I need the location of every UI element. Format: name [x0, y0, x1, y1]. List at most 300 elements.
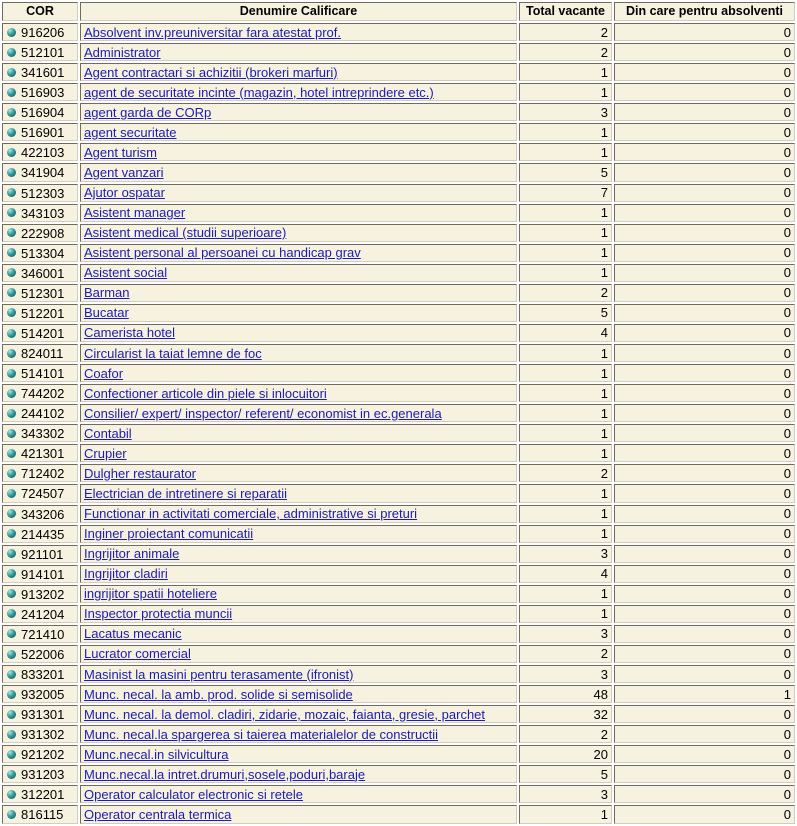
table-row [2, 63, 795, 81]
cor-code: 916206 [21, 25, 65, 41]
cor-code: 712402 [21, 466, 65, 482]
bullet-icon [7, 650, 16, 659]
qualification-cell [80, 103, 517, 121]
table-row [2, 204, 795, 222]
bullet-icon [7, 168, 16, 177]
qualification-link[interactable]: Agent vanzari [84, 164, 164, 180]
qualification-link[interactable]: Inspector protectia muncii [84, 606, 233, 622]
total-vacancies-cell: 1 [519, 585, 612, 603]
table-row [2, 344, 795, 362]
qualification-link[interactable]: Consilier/ expert/ inspector/ referent/ economist in ec.generala [84, 405, 442, 421]
qualification-link[interactable]: Circularist la taiat lemne de foc [84, 345, 262, 361]
table-row [2, 444, 795, 462]
qualification-link[interactable]: Absolvent inv.preuniversitar fara atestat prof. [84, 24, 341, 40]
cor-cell [2, 364, 78, 382]
qualification-cell [80, 665, 517, 683]
total-vacancies-cell: 5 [519, 163, 612, 181]
qualification-link[interactable]: Operator calculator electronic si retele [84, 786, 303, 802]
graduate-vacancies-cell: 0 [614, 23, 795, 41]
header-row [2, 2, 795, 21]
cor-cell [2, 765, 78, 783]
column-header-cor: COR [2, 2, 78, 21]
graduate-vacancies-cell: 0 [614, 585, 795, 603]
qualification-cell [80, 645, 517, 663]
graduate-vacancies-cell: 0 [614, 545, 795, 563]
qualification-cell [80, 404, 517, 422]
cor-cell [2, 785, 78, 803]
qualification-link[interactable]: Agent turism [84, 144, 157, 160]
bullet-icon [7, 429, 16, 438]
total-vacancies-cell: 1 [519, 83, 612, 101]
table-row [2, 765, 795, 783]
qualification-cell [80, 565, 517, 583]
cor-code: 222908 [21, 225, 65, 241]
bullet-icon [7, 810, 16, 819]
bullet-icon [7, 529, 16, 538]
bullet-icon [7, 48, 16, 57]
table-row [2, 384, 795, 402]
column-header-din-care-pentru-absolventi: Din care pentru absolventi [614, 2, 795, 21]
qualification-cell [80, 585, 517, 603]
qualification-link[interactable]: Camerista hotel [84, 325, 176, 341]
table-row [2, 264, 795, 282]
table-row [2, 304, 795, 322]
total-vacancies-cell: 1 [519, 805, 612, 823]
cor-code: 514201 [21, 326, 65, 341]
qualification-cell [80, 163, 517, 181]
table-row [2, 705, 795, 723]
total-vacancies-cell: 2 [519, 23, 612, 41]
total-vacancies-cell: 1 [519, 484, 612, 502]
bullet-icon [7, 88, 16, 97]
total-vacancies-cell: 4 [519, 324, 612, 342]
cor-cell [2, 304, 78, 322]
table-row [2, 143, 795, 161]
cor-cell [2, 204, 78, 222]
total-vacancies-cell: 1 [519, 424, 612, 442]
cor-cell [2, 63, 78, 81]
graduate-vacancies-cell: 0 [614, 123, 795, 141]
table-body [2, 23, 795, 826]
graduate-vacancies-cell: 1 [614, 685, 795, 703]
cor-code: 514101 [21, 366, 65, 382]
cor-code: 816115 [21, 807, 64, 823]
cor-cell [2, 805, 78, 823]
graduate-vacancies-cell: 0 [614, 785, 795, 803]
qualification-link[interactable]: agent de securitate incinte (magazin, hotel intreprindere etc.) [84, 84, 434, 100]
qualification-link[interactable]: Ajutor ospatar [84, 185, 165, 201]
total-vacancies-cell: 3 [519, 625, 612, 643]
qualification-cell [80, 545, 517, 563]
qualification-cell [80, 184, 517, 202]
bullet-icon [7, 469, 16, 478]
cor-code: 214435 [21, 526, 65, 542]
bullet-icon [7, 609, 16, 618]
total-vacancies-cell: 1 [519, 204, 612, 222]
total-vacancies-cell: 3 [519, 665, 612, 683]
cor-cell [2, 264, 78, 282]
graduate-vacancies-cell: 0 [614, 43, 795, 61]
bullet-icon [7, 68, 16, 77]
bullet-icon [7, 489, 16, 498]
cor-cell [2, 665, 78, 683]
graduate-vacancies-cell: 0 [614, 765, 795, 783]
qualification-cell [80, 143, 517, 161]
bullet-icon [7, 790, 16, 799]
graduate-vacancies-cell: 0 [614, 344, 795, 362]
cor-cell [2, 585, 78, 603]
qualification-cell [80, 264, 517, 282]
qualification-link[interactable]: Barman [84, 285, 130, 301]
qualification-cell [80, 464, 517, 482]
table-row [2, 505, 795, 523]
cor-code: 341904 [21, 165, 65, 181]
table-row [2, 565, 795, 583]
total-vacancies-cell: 7 [519, 184, 612, 202]
total-vacancies-cell: 1 [519, 505, 612, 523]
graduate-vacancies-cell: 0 [614, 384, 795, 402]
total-vacancies-cell: 1 [519, 344, 612, 362]
graduate-vacancies-cell: 0 [614, 745, 795, 763]
qualification-link[interactable]: Agent contractari si achizitii (brokeri marfuri) [84, 64, 338, 80]
table-row [2, 605, 795, 623]
total-vacancies-cell: 1 [519, 404, 612, 422]
table-row [2, 525, 795, 543]
cor-cell [2, 705, 78, 723]
cor-code: 932005 [21, 687, 65, 703]
qualification-cell [80, 805, 517, 823]
total-vacancies-cell: 5 [519, 765, 612, 783]
cor-code: 921101 [21, 546, 64, 562]
cor-cell [2, 244, 78, 262]
cor-code: 343206 [21, 506, 65, 522]
qualification-cell [80, 424, 517, 442]
total-vacancies-cell: 1 [519, 364, 612, 382]
table-row [2, 725, 795, 743]
total-vacancies-cell: 1 [519, 444, 612, 462]
cor-code: 921202 [21, 747, 65, 763]
cor-code: 833201 [21, 667, 65, 683]
qualification-cell [80, 123, 517, 141]
cor-cell [2, 123, 78, 141]
total-vacancies-cell: 2 [519, 284, 612, 302]
cor-code: 341601 [21, 65, 65, 81]
graduate-vacancies-cell: 0 [614, 705, 795, 723]
qualification-link[interactable]: Munc.necal.la intret.drumuri,sosele,poduri,baraje [84, 766, 366, 782]
qualification-link[interactable]: Asistent social [84, 265, 168, 281]
qualification-link[interactable]: Lacatus mecanic [84, 626, 182, 642]
bullet-icon [7, 409, 16, 418]
bullet-icon [7, 589, 16, 598]
qualification-cell [80, 785, 517, 803]
table-row [2, 123, 795, 141]
cor-cell [2, 484, 78, 502]
qualification-cell [80, 725, 517, 743]
qualification-link[interactable]: Asistent medical (studii superioare) [84, 225, 287, 241]
graduate-vacancies-cell: 0 [614, 83, 795, 101]
bullet-icon [7, 329, 16, 338]
cor-cell [2, 565, 78, 583]
cor-cell [2, 143, 78, 161]
qualification-link[interactable]: agent securitate [84, 124, 177, 140]
cor-code: 346001 [21, 265, 65, 281]
table-row [2, 163, 795, 181]
bullet-icon [7, 770, 16, 779]
bullet-icon [7, 128, 16, 137]
total-vacancies-cell: 1 [519, 384, 612, 402]
graduate-vacancies-cell: 0 [614, 324, 795, 342]
total-vacancies-cell: 1 [519, 63, 612, 81]
cor-code: 931301 [21, 707, 65, 723]
qualification-link[interactable]: Crupier [84, 445, 127, 461]
qualification-cell [80, 705, 517, 723]
cor-code: 421301 [21, 446, 65, 462]
cor-cell [2, 324, 78, 342]
graduate-vacancies-cell: 0 [614, 424, 795, 442]
cor-cell [2, 605, 78, 623]
qualification-cell [80, 284, 517, 302]
cor-code: 516904 [21, 105, 65, 121]
graduate-vacancies-cell: 0 [614, 464, 795, 482]
graduate-vacancies-cell: 0 [614, 364, 795, 382]
qualification-link[interactable]: Inginer proiectant comunicatii [84, 526, 254, 542]
cor-code: 312201 [21, 787, 65, 803]
table-row [2, 665, 795, 683]
total-vacancies-cell: 1 [519, 525, 612, 543]
graduate-vacancies-cell: 0 [614, 304, 795, 322]
qualification-cell [80, 204, 517, 222]
table-row [2, 184, 795, 202]
bullet-icon [7, 569, 16, 578]
cor-code: 824011 [21, 346, 64, 362]
bullet-icon [7, 629, 16, 638]
cor-code: 512101 [21, 45, 65, 61]
cor-cell [2, 424, 78, 442]
total-vacancies-cell: 48 [519, 685, 612, 703]
bullet-icon [7, 369, 16, 378]
table-row [2, 284, 795, 302]
cor-code: 744202 [21, 386, 65, 402]
cor-cell [2, 224, 78, 242]
table-row [2, 464, 795, 482]
total-vacancies-cell: 3 [519, 785, 612, 803]
table-row [2, 43, 795, 61]
qualification-link[interactable]: Administrator [84, 44, 161, 60]
graduate-vacancies-cell: 0 [614, 525, 795, 543]
qualification-link[interactable]: Munc.necal.in silvicultura [84, 746, 229, 762]
cor-code: 241204 [21, 606, 65, 622]
total-vacancies-cell: 1 [519, 244, 612, 262]
qualification-link[interactable]: Masinist la masini pentru terasamente (ifronist) [84, 666, 354, 682]
graduate-vacancies-cell: 0 [614, 224, 795, 242]
table-row [2, 685, 795, 703]
cor-code: 512201 [21, 305, 65, 321]
cor-cell [2, 444, 78, 462]
graduate-vacancies-cell: 0 [614, 725, 795, 743]
cor-cell [2, 404, 78, 422]
total-vacancies-cell: 3 [519, 545, 612, 563]
graduate-vacancies-cell: 0 [614, 505, 795, 523]
qualification-link[interactable]: Ingrijitor animale [84, 546, 180, 562]
table-header [2, 2, 795, 21]
qualification-cell [80, 384, 517, 402]
cor-cell [2, 163, 78, 181]
table-row [2, 23, 795, 41]
table-row [2, 745, 795, 763]
qualification-cell [80, 625, 517, 643]
table-row [2, 424, 795, 442]
qualification-link[interactable]: Confectioner articole din piele si inlocuitori [84, 385, 327, 401]
total-vacancies-cell: 2 [519, 725, 612, 743]
cor-cell [2, 545, 78, 563]
qualification-cell [80, 605, 517, 623]
cor-code: 343103 [21, 205, 65, 221]
qualification-cell [80, 444, 517, 462]
cor-cell [2, 725, 78, 743]
table-row [2, 785, 795, 803]
graduate-vacancies-cell: 0 [614, 264, 795, 282]
cor-code: 512301 [21, 285, 65, 301]
table-row [2, 585, 795, 603]
qualification-link[interactable]: Munc. necal. la amb. prod. solide si semisolide [84, 686, 353, 702]
graduate-vacancies-cell: 0 [614, 63, 795, 81]
qualification-cell [80, 224, 517, 242]
qualification-link[interactable]: Asistent manager [84, 205, 186, 221]
qualification-cell [80, 745, 517, 763]
bullet-icon [7, 228, 16, 237]
bullet-icon [7, 750, 16, 759]
bullet-icon [7, 248, 16, 257]
cor-cell [2, 83, 78, 101]
total-vacancies-cell: 4 [519, 565, 612, 583]
graduate-vacancies-cell: 0 [614, 805, 795, 823]
bullet-icon [7, 690, 16, 699]
qualification-link[interactable]: agent garda de CORp [84, 104, 212, 120]
qualification-cell [80, 364, 517, 382]
total-vacancies-cell: 1 [519, 264, 612, 282]
cor-cell [2, 103, 78, 121]
table-row [2, 645, 795, 663]
cor-cell [2, 625, 78, 643]
total-vacancies-cell: 2 [519, 464, 612, 482]
graduate-vacancies-cell: 0 [614, 645, 795, 663]
qualification-link[interactable]: Dulgher restaurator [84, 465, 196, 481]
qualification-cell [80, 63, 517, 81]
column-header-denumire-calificare: Denumire Calificare [80, 2, 517, 21]
qualification-cell [80, 244, 517, 262]
bullet-icon [7, 710, 16, 719]
cor-cell [2, 685, 78, 703]
bullet-icon [7, 670, 16, 679]
table-row [2, 103, 795, 121]
qualification-cell [80, 484, 517, 502]
bullet-icon [7, 148, 16, 157]
qualification-cell [80, 344, 517, 362]
bullet-icon [7, 268, 16, 277]
bullet-icon [7, 108, 16, 117]
bullet-icon [7, 349, 16, 358]
qualification-link[interactable]: Bucatar [84, 305, 129, 321]
qualification-link[interactable]: Contabil [84, 425, 132, 441]
cor-code: 244102 [21, 406, 65, 422]
total-vacancies-cell: 20 [519, 745, 612, 763]
cor-code: 914101 [21, 566, 65, 582]
qualification-cell [80, 324, 517, 342]
graduate-vacancies-cell: 0 [614, 625, 795, 643]
table-row [2, 545, 795, 563]
qualification-link[interactable]: Functionar in activitati comerciale, administrative si preturi [84, 506, 418, 522]
cor-code: 913202 [21, 586, 65, 602]
total-vacancies-cell: 2 [519, 43, 612, 61]
graduate-vacancies-cell: 0 [614, 665, 795, 683]
table-row [2, 244, 795, 262]
total-vacancies-cell: 32 [519, 705, 612, 723]
cor-code: 724507 [21, 486, 65, 502]
cor-cell [2, 23, 78, 41]
bullet-icon [7, 308, 16, 317]
qualification-link[interactable]: Asistent personal al persoanei cu handicap grav [84, 245, 361, 261]
cor-code: 721410 [21, 626, 65, 642]
table-row [2, 324, 795, 342]
qualification-link[interactable]: Ingrijitor cladiri [84, 566, 168, 582]
total-vacancies-cell: 3 [519, 103, 612, 121]
graduate-vacancies-cell: 0 [614, 103, 795, 121]
qualification-link[interactable]: Electrician de intretinere si reparatii [84, 485, 288, 501]
qualification-link[interactable]: ingrijitor spatii hoteliere [84, 586, 217, 602]
graduate-vacancies-cell: 0 [614, 565, 795, 583]
qualification-cell [80, 505, 517, 523]
cor-cell [2, 525, 78, 543]
qualification-link[interactable]: Munc. necal. la demol. cladiri, zidarie, mozaic, faianta, gresie, parchet [84, 706, 486, 722]
cor-code: 931203 [21, 767, 65, 783]
total-vacancies-cell: 2 [519, 645, 612, 663]
graduate-vacancies-cell: 0 [614, 244, 795, 262]
cor-cell [2, 464, 78, 482]
bullet-icon [7, 730, 16, 739]
qualification-cell [80, 83, 517, 101]
qualification-link[interactable]: Operator centrala termica [84, 806, 232, 822]
graduate-vacancies-cell: 0 [614, 484, 795, 502]
cor-code: 422103 [21, 145, 65, 161]
qualification-link[interactable]: Coafor [84, 365, 124, 381]
bullet-icon [7, 188, 16, 197]
table-row [2, 224, 795, 242]
cor-code: 343302 [21, 426, 65, 442]
qualification-link[interactable]: Munc. necal.la spargerea si taierea materialelor de constructii [84, 726, 439, 742]
cor-cell [2, 645, 78, 663]
table-row [2, 364, 795, 382]
qualification-cell [80, 525, 517, 543]
cor-cell [2, 505, 78, 523]
graduate-vacancies-cell: 0 [614, 284, 795, 302]
table-row [2, 404, 795, 422]
cor-cell [2, 284, 78, 302]
bullet-icon [7, 549, 16, 558]
graduate-vacancies-cell: 0 [614, 404, 795, 422]
cor-cell [2, 384, 78, 402]
total-vacancies-cell: 5 [519, 304, 612, 322]
graduate-vacancies-cell: 0 [614, 163, 795, 181]
cor-cell [2, 184, 78, 202]
graduate-vacancies-cell: 0 [614, 204, 795, 222]
graduate-vacancies-cell: 0 [614, 143, 795, 161]
qualification-link[interactable]: Lucrator comercial [84, 646, 191, 662]
graduate-vacancies-cell: 0 [614, 184, 795, 202]
table-row [2, 805, 795, 823]
table-row [2, 83, 795, 101]
total-vacancies-cell: 1 [519, 605, 612, 623]
qualification-cell [80, 685, 517, 703]
